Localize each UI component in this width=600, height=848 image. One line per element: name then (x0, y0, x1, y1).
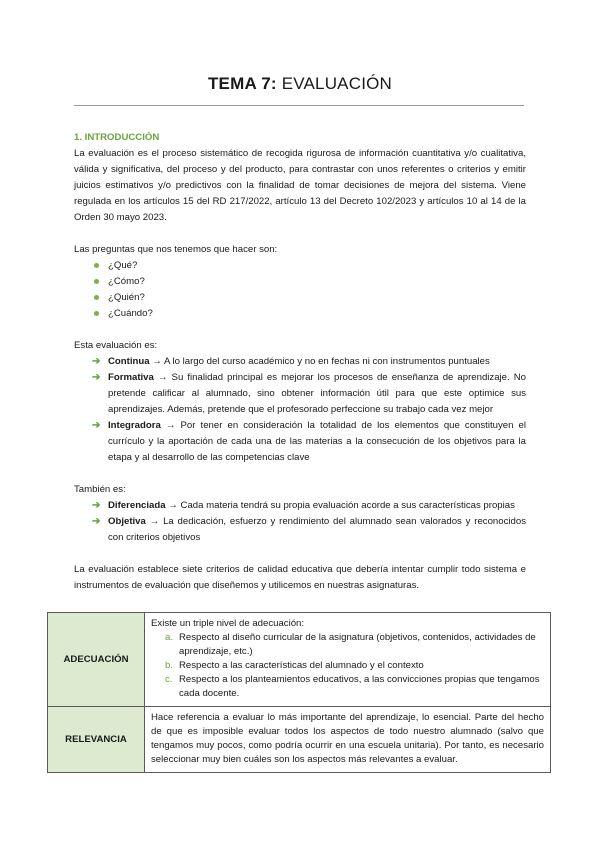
list-item: ➔ Continua → A lo largo del curso académico y no en fechas ni con instrumentos puntuales (92, 354, 526, 370)
list-item: ➔ Integradora → Por tener en consideración la totalidad de los elementos que constituyen el currículo y la aportación de cada una de las materias a la consecución de los objetivos para la etapa y al desarrollo de las competencias clave (92, 420, 526, 463)
green-arrow-icon: ➔ (92, 356, 101, 367)
list-item: ➔ Formativa → Su finalidad principal es mejorar los procesos de enseñanza de aprendizaje. No pretende calificar al alumnado, sino obtener información útil para que este optimice sus aprendizajes. Además, pretende que el profesorado perfeccione su trabajo cada vez mejor (92, 372, 526, 415)
evaluation-types-list (74, 354, 526, 466)
list-item: b. Respecto a las características del alumnado y el contexto (165, 660, 424, 671)
questions-intro: Las preguntas que nos tenemos que hacer son: (74, 244, 278, 255)
list-item: ¿Cómo? (94, 274, 526, 290)
list-item: ¿Qué? (94, 258, 526, 274)
criteria-intro: La evaluación establece siete criterios de calidad educativa que debería intentar cumplir todo sistema e instrumentos de evaluación que diseñemos y utilicemos en nuestras asignaturas. (74, 564, 526, 591)
adequacy-list (151, 631, 544, 701)
list-item: ➔ Objetiva → La dedicación, esfuerzo y rendimiento del alumnado sean valorados y reconocidos con criterios objetivos (92, 516, 526, 543)
table-row (48, 707, 551, 773)
title-text: EVALUACIÓN (281, 74, 393, 93)
criteria-description (145, 707, 551, 773)
green-arrow-icon: ➔ (92, 500, 101, 511)
section-introduccion (74, 130, 526, 594)
section-heading: 1. INTRODUCCIÓN (74, 132, 160, 143)
table-row (48, 613, 551, 707)
title-divider (74, 105, 524, 106)
questions-list (74, 258, 526, 322)
green-arrow-icon: ➔ (92, 420, 101, 431)
green-dot-icon (94, 279, 99, 284)
list-item: ¿Cuándo? (94, 306, 526, 322)
criteria-table (47, 612, 551, 773)
list-item: a. Respecto al diseño curricular de la asignatura (objetivos, contenidos, actividades de aprendizaje, etc.) (165, 632, 536, 657)
green-dot-icon (94, 311, 99, 316)
criteria-label: ADECUACIÓN (48, 613, 145, 707)
also-types-list (74, 498, 526, 546)
list-item: ➔ Diferenciada → Cada materia tendrá su propia evaluación acorde a sus características propias (92, 498, 526, 514)
green-dot-icon (94, 263, 99, 268)
also-intro: También es: (74, 484, 126, 495)
criteria-intro-text: Existe un triple nivel de adecuación: (151, 618, 305, 629)
list-item: c. Respecto a los planteamientos educativos, a las convicciones propias que tengamos cada docente. (165, 674, 540, 699)
green-arrow-icon: ➔ (92, 516, 101, 527)
title-number: TEMA 7: (207, 74, 277, 93)
green-dot-icon (94, 295, 99, 300)
criteria-description (145, 613, 551, 707)
intro-paragraph: La evaluación es el proceso sistemático de recogida rigurosa de información cuantitativa y/o cualitativa, válida y significativa, del proceso y del producto, para contrastar con unos referentes o criterios y emitir juicios estimativos y/o predictivos con la finalidad de tomar decisiones de mejora del sistema. Viene regulada en los artículos 15 del RD 217/2022, artículo 13 del Decreto 102/2023 y artículos 10 al 14 de la Orden 30 mayo 2023. (74, 148, 526, 223)
page-title (0, 74, 600, 94)
criteria-label: RELEVANCIA (48, 707, 145, 773)
green-arrow-icon: ➔ (92, 372, 101, 383)
criteria-text: Hace referencia a evaluar lo más importante del aprendizaje, lo esencial. Parte del hecho de que es imposible evaluar todos los aspectos de todo nuestro alumnado (salvo que tengamos muy pocos, como podría ocurrir en una escuela unitaria). Por tanto, es necesario seleccionar muy bien cuáles son los aspectos más relevantes a evaluar. (151, 712, 544, 765)
types-intro: Esta evaluación es: (74, 340, 158, 351)
list-item: ¿Quién? (94, 290, 526, 306)
